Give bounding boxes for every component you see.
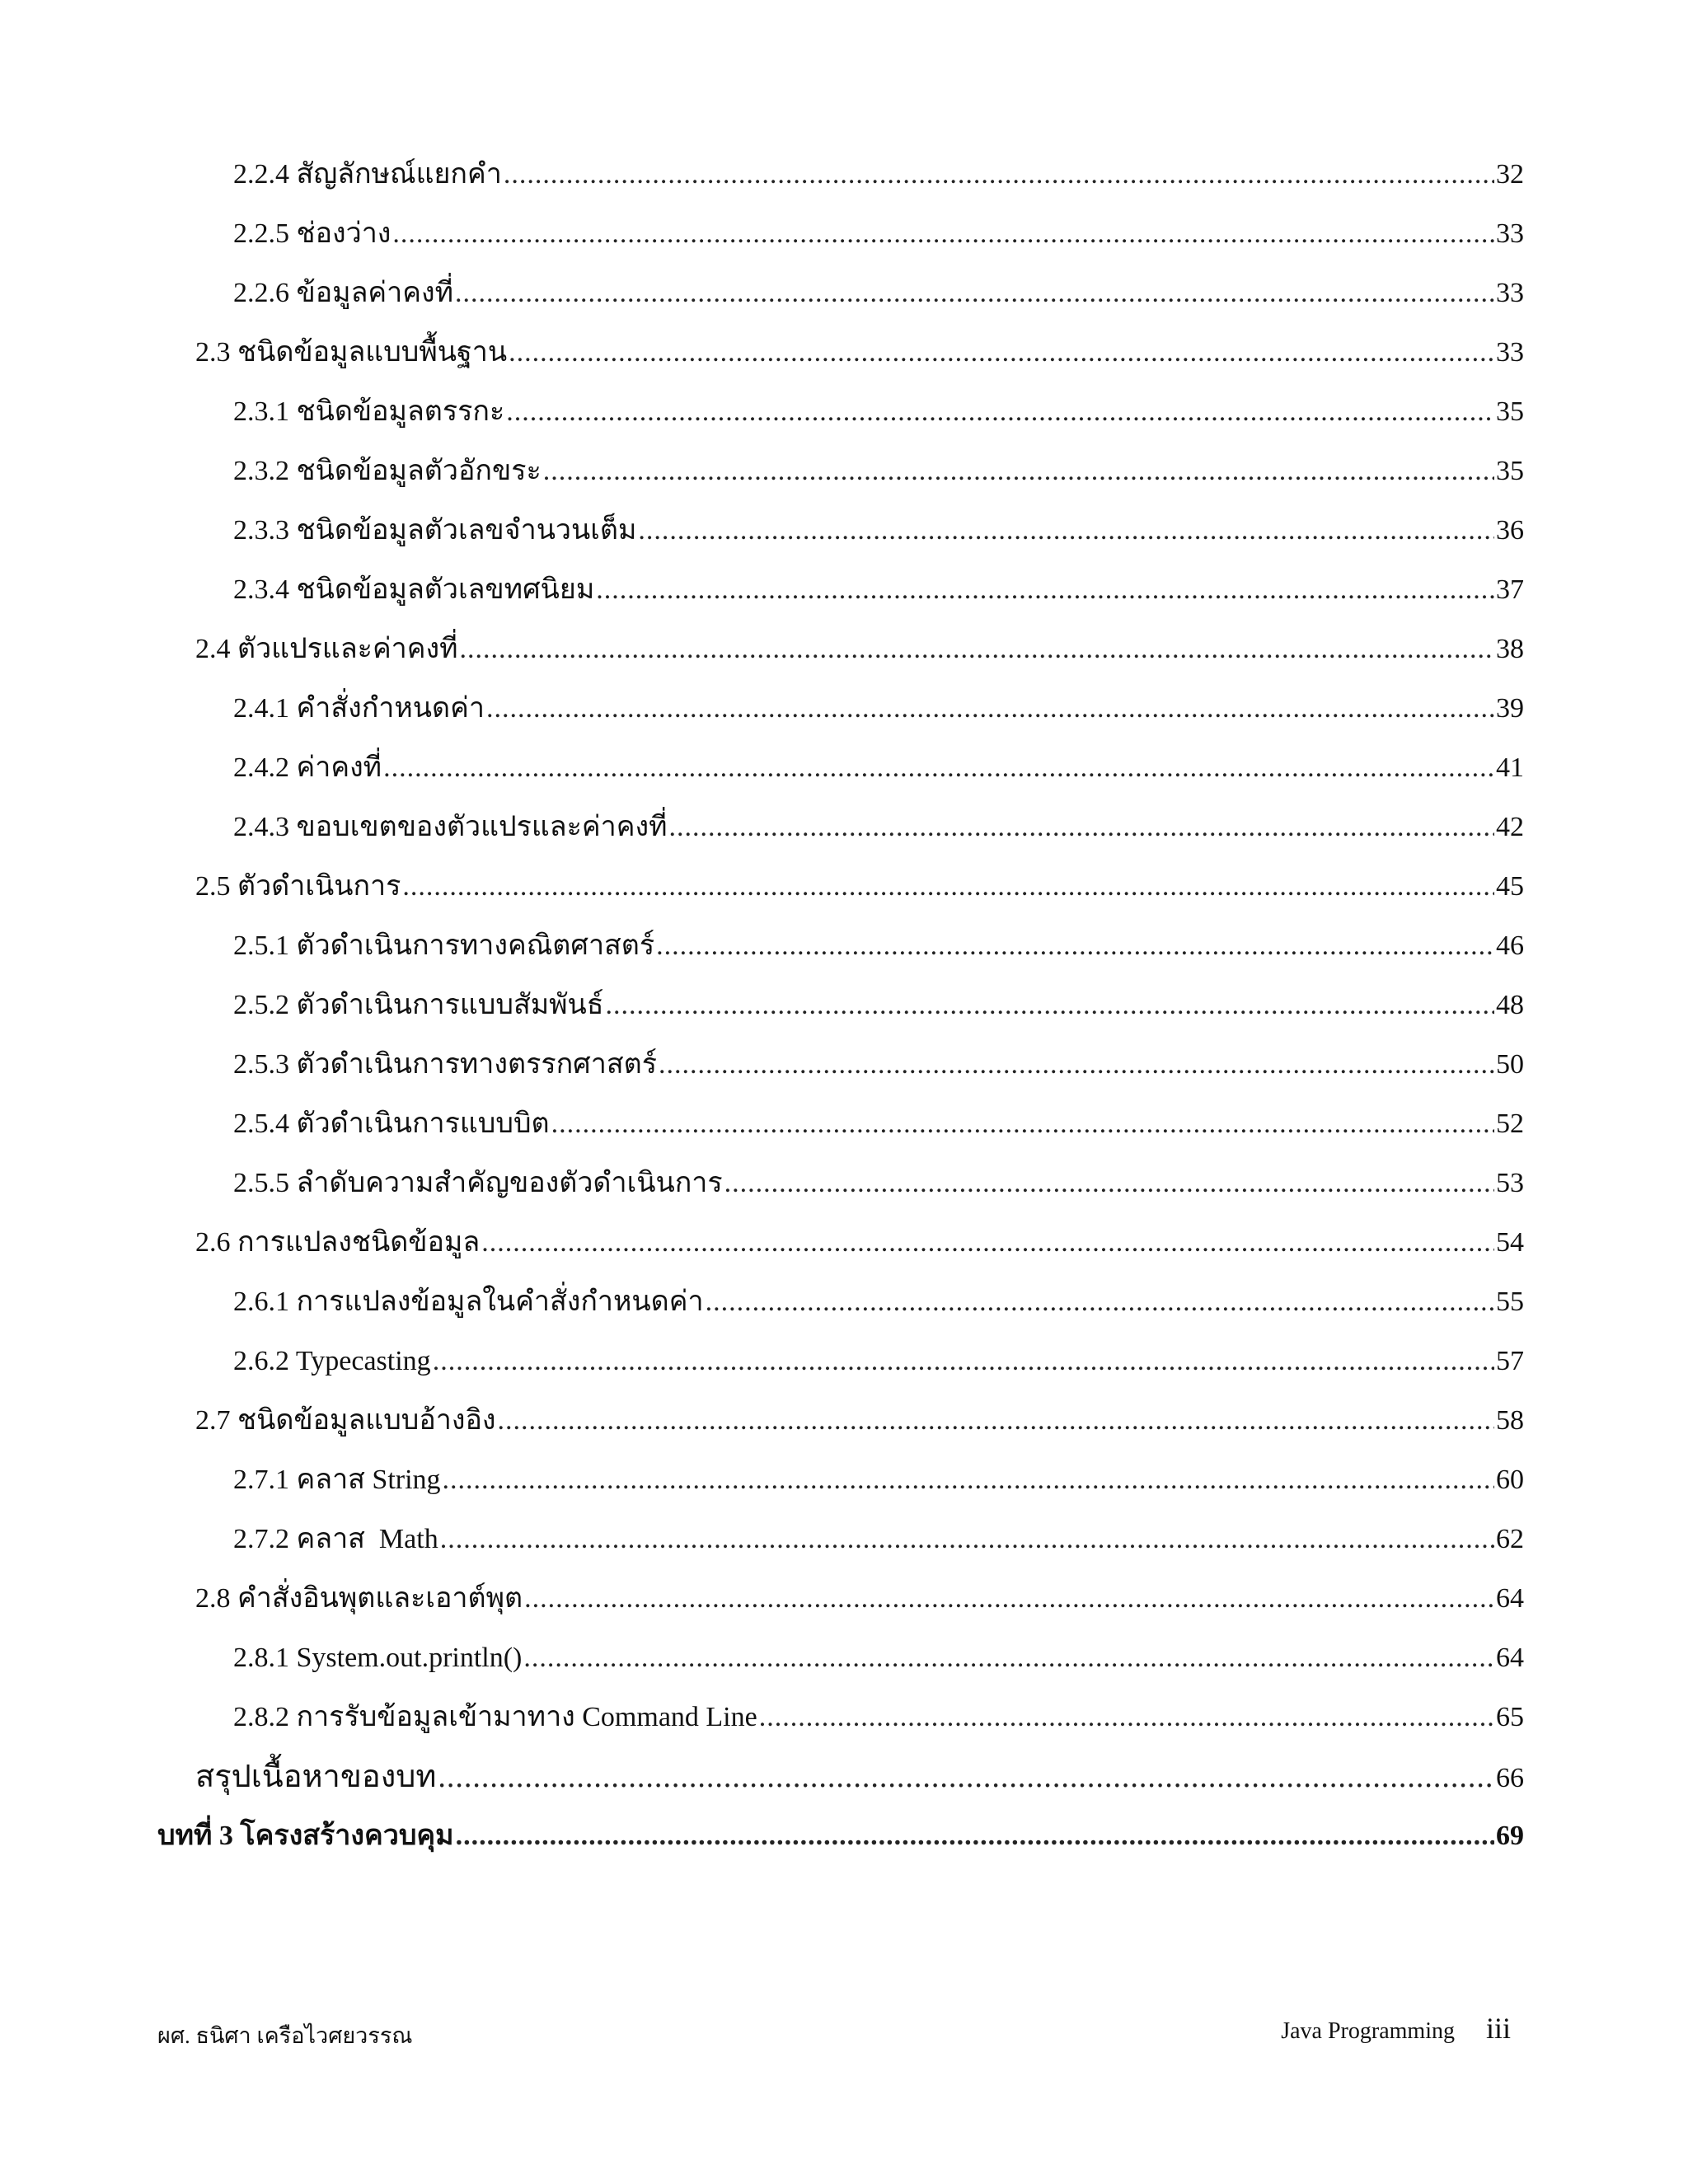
toc-entry-2-7	[195, 1403, 1524, 1439]
toc-entry-2-2-4	[233, 157, 1524, 193]
toc-entry-title: 2.4 ตัวแปรและค่าคงที่	[195, 634, 458, 664]
toc-entry-page: 33	[1496, 278, 1524, 308]
toc-entry-2-6-1	[233, 1284, 1524, 1320]
dot-leader	[383, 750, 1494, 786]
dot-leader	[596, 572, 1494, 608]
toc-entry-title: 2.4.2 ค่าคงที่	[233, 752, 382, 783]
dot-leader	[506, 394, 1494, 430]
dot-leader	[523, 1640, 1494, 1676]
toc-entry-2-5-3	[233, 1047, 1524, 1083]
toc-entry-2-8	[195, 1581, 1524, 1617]
toc-entry-title: 2.7 ชนิดข้อมูลแบบอ้างอิง	[195, 1405, 496, 1436]
toc-entry-2-4-1	[233, 691, 1524, 727]
dot-leader	[486, 691, 1494, 727]
toc-entry-2-5-4	[233, 1106, 1524, 1142]
toc-entry-page: 64	[1496, 1643, 1524, 1673]
toc-entry-2-5-5	[233, 1165, 1524, 1202]
dot-leader	[460, 631, 1494, 668]
toc-entry-2-8-1	[233, 1640, 1524, 1676]
toc-entry-title: 2.5.1 ตัวดำเนินการทางคณิตศาสตร์	[233, 930, 655, 961]
toc-entry-title: 2.8.2 การรับข้อมูลเข้ามาทาง Command Line	[233, 1702, 757, 1732]
toc-entry-page: 42	[1496, 812, 1524, 842]
dot-leader	[440, 1521, 1494, 1558]
toc-entry-2-4	[195, 631, 1524, 668]
dot-leader	[724, 1165, 1494, 1202]
toc-entry-title: 2.7.1 คลาส String	[233, 1465, 441, 1495]
dot-leader	[659, 1047, 1494, 1083]
toc-entry-2-5-1	[233, 928, 1524, 964]
toc-entry-2-3-4	[233, 572, 1524, 608]
toc-entry-page: 52	[1496, 1108, 1524, 1139]
toc-entry-page: 35	[1496, 396, 1524, 427]
toc-entry-title: 2.2.5 ช่องว่าง	[233, 218, 392, 249]
toc-entry-page: 46	[1496, 930, 1524, 961]
toc-entry-title: 2.3 ชนิดข้อมูลแบบพื้นฐาน	[195, 337, 508, 368]
toc-entry-chapter-3	[157, 1818, 1524, 1854]
toc-entry-page: 36	[1496, 515, 1524, 546]
dot-leader	[438, 1759, 1494, 1795]
toc-entry-title: 2.6.1 การแปลงข้อมูลในคำสั่งกำหนดค่า	[233, 1286, 704, 1317]
dot-leader	[456, 1818, 1494, 1854]
toc-entry-page: 66	[1496, 1763, 1524, 1793]
dot-leader	[759, 1699, 1494, 1736]
toc-entry-page: 50	[1496, 1049, 1524, 1080]
toc-entry-page: 35	[1496, 456, 1524, 486]
toc-entry-page: 55	[1496, 1286, 1524, 1317]
toc-entry-2-2-5	[233, 216, 1524, 252]
toc-entry-page: 60	[1496, 1465, 1524, 1495]
toc-entry-title: 2.2.4 สัญลักษณ์แยกคำ	[233, 159, 502, 190]
dot-leader	[509, 335, 1494, 371]
toc-entry-title: 2.3.4 ชนิดข้อมูลตัวเลขทศนิยม	[233, 574, 595, 605]
toc-entry-page: 33	[1496, 337, 1524, 368]
footer-page-number: iii	[1485, 2012, 1511, 2045]
toc-entry-title: บทที่ 3 โครงสร้างควบคุม	[157, 1821, 454, 1851]
toc-entry-title: 2.5.2 ตัวดำเนินการแบบสัมพันธ์	[233, 990, 604, 1020]
dot-leader	[706, 1284, 1494, 1320]
dot-leader	[504, 157, 1494, 193]
dot-leader	[498, 1403, 1494, 1439]
toc-entry-title: 2.5.4 ตัวดำเนินการแบบบิต	[233, 1108, 550, 1139]
toc-entry-2-3-2	[233, 453, 1524, 490]
toc-entry-title: 2.5 ตัวดำเนินการ	[195, 871, 401, 902]
dot-leader	[433, 1343, 1494, 1380]
toc-entry-2-3-1	[233, 394, 1524, 430]
toc-entry-title: 2.8.1 System.out.println()	[233, 1643, 523, 1673]
toc-entry-title: 2.8 คำสั่งอินพุตและเอาต์พุต	[195, 1583, 523, 1614]
toc-entry-page: 45	[1496, 871, 1524, 902]
toc-entry-title: 2.3.2 ชนิดข้อมูลตัวอักขระ	[233, 456, 542, 486]
toc-entry-title: 2.3.3 ชนิดข้อมูลตัวเลขจำนวนเต็ม	[233, 515, 637, 546]
toc-entry-2-7-1	[233, 1462, 1524, 1498]
dot-leader	[606, 987, 1494, 1024]
toc-entry-title: 2.6.2 Typecasting	[233, 1346, 431, 1376]
toc-entry-2-5	[195, 869, 1524, 905]
toc-entry-page: 57	[1496, 1346, 1524, 1376]
toc-entry-2-7-2	[233, 1521, 1524, 1558]
toc-entry-title: 2.3.1 ชนิดข้อมูลตรรกะ	[233, 396, 505, 427]
dot-leader	[443, 1462, 1494, 1498]
dot-leader	[392, 216, 1494, 252]
footer-author: ผศ. ธนิศา เครือไวศยวรรณ	[157, 2023, 413, 2048]
toc-entry-chapter-summary	[195, 1759, 1524, 1795]
toc-entry-title: 2.4.1 คำสั่งกำหนดค่า	[233, 693, 485, 724]
toc-entry-page: 62	[1496, 1524, 1524, 1554]
dot-leader	[669, 809, 1495, 846]
toc-entry-title: 2.5.3 ตัวดำเนินการทางตรรกศาสตร์	[233, 1049, 657, 1080]
toc-entry-2-6	[195, 1225, 1524, 1261]
toc-entry-page: 37	[1496, 574, 1524, 605]
toc-entry-page: 32	[1496, 159, 1524, 190]
dot-leader	[455, 275, 1494, 312]
toc-entry-2-5-2	[233, 987, 1524, 1024]
toc-entry-page: 39	[1496, 693, 1524, 724]
toc-entry-title: 2.4.3 ขอบเขตของตัวแปรและค่าคงที่	[233, 812, 668, 842]
dot-leader	[638, 513, 1494, 549]
footer-book-title: Java Programming	[1281, 2018, 1455, 2044]
toc-entry-page: 48	[1496, 990, 1524, 1020]
toc-entry-page: 53	[1496, 1168, 1524, 1198]
dot-leader	[656, 928, 1494, 964]
toc-entry-page: 54	[1496, 1227, 1524, 1258]
toc-entry-page: 64	[1496, 1583, 1524, 1614]
toc-entry-2-3	[195, 335, 1524, 371]
toc-entry-page: 65	[1496, 1702, 1524, 1732]
toc-entry-page: 38	[1496, 634, 1524, 664]
toc-entry-2-2-6	[233, 275, 1524, 312]
dot-leader	[543, 453, 1494, 490]
dot-leader	[551, 1106, 1494, 1142]
dot-leader	[524, 1581, 1494, 1617]
toc-entry-title: 2.7.2 คลาส Math	[233, 1524, 438, 1554]
footer-right	[1281, 2011, 1511, 2046]
toc-entry-2-4-2	[233, 750, 1524, 786]
toc-entry-title: 2.2.6 ข้อมูลค่าคงที่	[233, 278, 454, 308]
toc-entry-page: 58	[1496, 1405, 1524, 1436]
toc-entry-2-8-2	[233, 1699, 1524, 1736]
dot-leader	[481, 1225, 1494, 1261]
toc-entry-title: สรุปเนื้อหาของบท	[195, 1760, 437, 1794]
dot-leader	[402, 869, 1494, 905]
toc-entry-2-4-3	[233, 809, 1524, 846]
toc-entry-title: 2.5.5 ลำดับความสำคัญของตัวดำเนินการ	[233, 1168, 723, 1198]
toc-entry-page: 41	[1496, 752, 1524, 783]
toc-entry-page: 33	[1496, 218, 1524, 249]
toc-entry-title: 2.6 การแปลงชนิดข้อมูล	[195, 1227, 481, 1258]
toc-entry-page: 69	[1496, 1821, 1524, 1851]
toc-entry-2-3-3	[233, 513, 1524, 549]
toc-entry-2-6-2	[233, 1343, 1524, 1380]
